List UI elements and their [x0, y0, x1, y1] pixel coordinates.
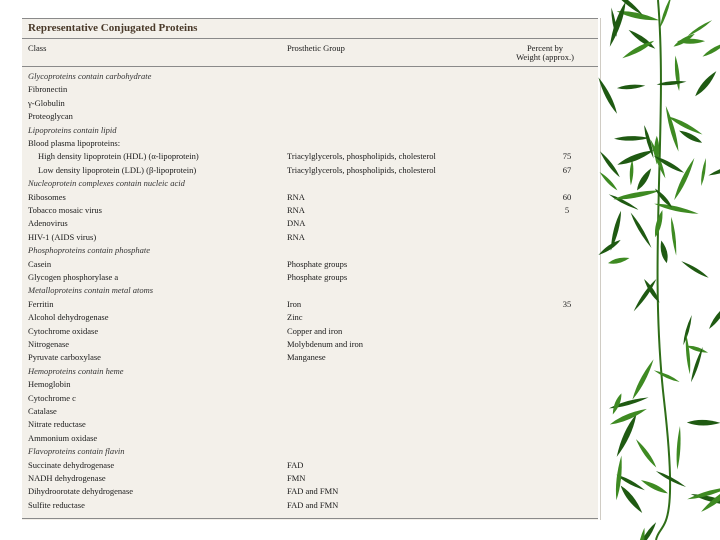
table-row [28, 312, 588, 325]
bamboo-leaf-icon [658, 0, 673, 29]
percent-cell: 60 [562, 191, 572, 202]
class-cell: High density lipoprotein (HDL) (α-lipoprotein) [38, 151, 199, 162]
prosthetic-group-cell: FAD and FMN [287, 499, 339, 510]
table-row [28, 460, 588, 473]
percent-cell: 5 [564, 205, 570, 215]
class-cell: NADH dehydrogenase [28, 473, 106, 483]
bamboo-leaf-icon [693, 69, 719, 98]
bamboo-leaf-icon [635, 167, 654, 192]
table-row [28, 406, 588, 419]
bamboo-leaf-icon [598, 76, 619, 115]
bamboo-leaf-icon [621, 39, 655, 61]
class-cell: Lipoproteins contain lipid [28, 124, 117, 135]
bamboo-leaf-icon [598, 171, 618, 192]
class-cell: Glycogen phosphorylase a [28, 272, 119, 282]
title-rule [22, 38, 598, 39]
percent-cell: 67 [562, 164, 572, 175]
header-class: Class [28, 43, 47, 53]
bamboo-leaf-icon [640, 478, 669, 496]
bamboo-leaf-icon [653, 154, 686, 175]
prosthetic-group-cell: Molybdenum and iron [287, 339, 364, 349]
table-row [28, 272, 588, 285]
class-cell: Metalloproteins contain metal atoms [28, 285, 154, 296]
bamboo-leaf-icon [700, 158, 708, 186]
table-row [28, 419, 588, 432]
class-cell: Adenovirus [28, 218, 68, 229]
section-heading-row [28, 366, 588, 379]
class-cell: Dihydroorotate dehydrogenase [28, 486, 134, 497]
table-row [28, 205, 588, 218]
top-rule [22, 18, 598, 19]
bamboo-leaf-icon [617, 84, 646, 91]
bamboo-leaf-icon [636, 521, 658, 540]
class-cell: Catalase [28, 406, 57, 416]
table-row [28, 98, 588, 111]
class-cell: Glycoproteins contain carbohydrate [28, 71, 152, 81]
bamboo-leaf-icon [678, 128, 703, 145]
table-row [28, 165, 588, 178]
prosthetic-group-cell: RNA [287, 205, 305, 215]
table-row [28, 259, 588, 272]
prosthetic-group-cell: FAD and FMN [287, 486, 339, 497]
class-cell: Proteoglycan [28, 111, 73, 122]
bamboo-leaf-icon [670, 217, 678, 256]
percent-cell: 75 [562, 151, 572, 162]
class-cell: Hemoglobin [28, 379, 71, 390]
bamboo-leaf-icon [616, 148, 655, 168]
class-cell: Blood plasma lipoproteins: [28, 138, 121, 148]
bamboo-leaf-icon [653, 369, 680, 384]
class-cell: Cytochrome oxidase [28, 325, 99, 336]
section-heading-row [28, 125, 588, 138]
percent-cell: 35 [562, 298, 572, 309]
class-cell: Hemoproteins contain heme [28, 365, 124, 376]
class-cell: Tobacco mosaic virus [28, 205, 102, 215]
prosthetic-group-cell: Phosphate groups [287, 258, 348, 269]
bamboo-leaf-icon [672, 157, 696, 201]
bamboo-stem [656, 0, 670, 540]
bamboo-leaf-icon [701, 41, 720, 59]
bamboo-leaf-icon [664, 105, 681, 152]
prosthetic-group-cell: Phosphate groups [287, 272, 348, 282]
bottom-rule [22, 518, 598, 519]
table-row [28, 473, 588, 486]
table-row [28, 352, 588, 365]
table-title: Representative Conjugated Proteins [28, 22, 198, 34]
class-cell: Ribosomes [28, 191, 66, 202]
class-cell: Phosphoproteins contain phosphate [28, 245, 150, 256]
bamboo-leaf-icon [676, 426, 682, 470]
class-cell: Succinate dehydrogenase [28, 459, 115, 470]
bamboo-leaf-icon [607, 1, 628, 48]
class-cell: Ammonium oxidase [28, 432, 98, 443]
bamboo-leaf-icon [614, 136, 650, 141]
class-cell: Nitrate reductase [28, 419, 86, 430]
table-row [28, 218, 588, 231]
bamboo-leaf-icon [673, 55, 681, 91]
table-row [28, 339, 588, 352]
bamboo-leaf-icon [687, 420, 720, 426]
class-cell: Nitrogenase [28, 339, 70, 349]
bamboo-decoration [598, 0, 720, 540]
class-cell: HIV-1 (AIDS virus) [28, 231, 97, 242]
table-row [28, 151, 588, 164]
table-row [28, 299, 588, 312]
class-cell: Casein [28, 258, 52, 269]
header-percent-by-weight: Percent by Weight (approx.) [516, 43, 574, 62]
table-row [28, 326, 588, 339]
prosthetic-group-cell: RNA [287, 191, 305, 202]
prosthetic-group-cell: Triacylglycerols, phospholipids, cholesterol [287, 164, 436, 175]
table-row [28, 111, 588, 124]
prosthetic-group-cell: Iron [287, 298, 302, 309]
section-heading-row [28, 71, 588, 84]
prosthetic-group-cell: FMN [287, 473, 306, 483]
section-heading-row [28, 285, 588, 298]
bamboo-leaf-icon [607, 256, 630, 266]
prosthetic-group-cell: DNA [287, 218, 306, 229]
class-cell: Low density lipoprotein (LDL) (β-lipoprotein) [38, 164, 197, 175]
class-cell: γ-Globulin [28, 97, 65, 108]
bamboo-leaf-icon [630, 358, 655, 401]
prosthetic-group-cell: Zinc [287, 312, 303, 323]
header-prosthetic-group: Prosthetic Group [287, 43, 345, 53]
class-cell: Cytochrome c [28, 392, 76, 403]
prosthetic-group-cell: Triacylglycerols, phospholipids, cholesterol [287, 151, 436, 162]
bamboo-leaf-icon [598, 238, 622, 257]
table-row [28, 486, 588, 499]
bamboo-leaf-icon [629, 212, 653, 249]
class-cell: Sulfite reductase [28, 499, 85, 510]
prosthetic-group-cell: Copper and iron [287, 325, 343, 336]
header-rule [22, 66, 598, 67]
bamboo-leaf-icon [687, 19, 713, 37]
table-row [28, 192, 588, 205]
bamboo-leaf-icon [629, 160, 634, 186]
table-row [28, 232, 588, 245]
prosthetic-group-cell: RNA [287, 231, 305, 242]
bamboo-leaf-icon [634, 438, 658, 469]
bamboo-leaf-icon [658, 240, 669, 264]
bamboo-leaf-icon [708, 162, 720, 178]
class-cell: Alcohol dehydrogenase [28, 312, 109, 323]
bamboo-leaf-icon [707, 303, 720, 330]
section-heading-row [28, 446, 588, 459]
section-heading-row [28, 178, 588, 191]
table-row [28, 379, 588, 392]
table-row [28, 84, 588, 97]
table-row [28, 433, 588, 446]
table-row [28, 500, 588, 513]
prosthetic-group-cell: Manganese [287, 352, 326, 363]
bamboo-leaf-icon [680, 260, 709, 280]
section-heading-row [28, 245, 588, 258]
class-cell: Ferritin [28, 298, 54, 309]
class-cell: Fibronectin [28, 84, 68, 95]
class-cell: Pyruvate carboxylase [28, 352, 101, 363]
class-cell: Flavoproteins contain flavin [28, 446, 125, 457]
table-row [28, 138, 588, 151]
class-cell: Nucleoprotein complexes contain nucleic acid [28, 178, 185, 189]
prosthetic-group-cell: FAD [287, 459, 304, 470]
table-row [28, 393, 588, 406]
